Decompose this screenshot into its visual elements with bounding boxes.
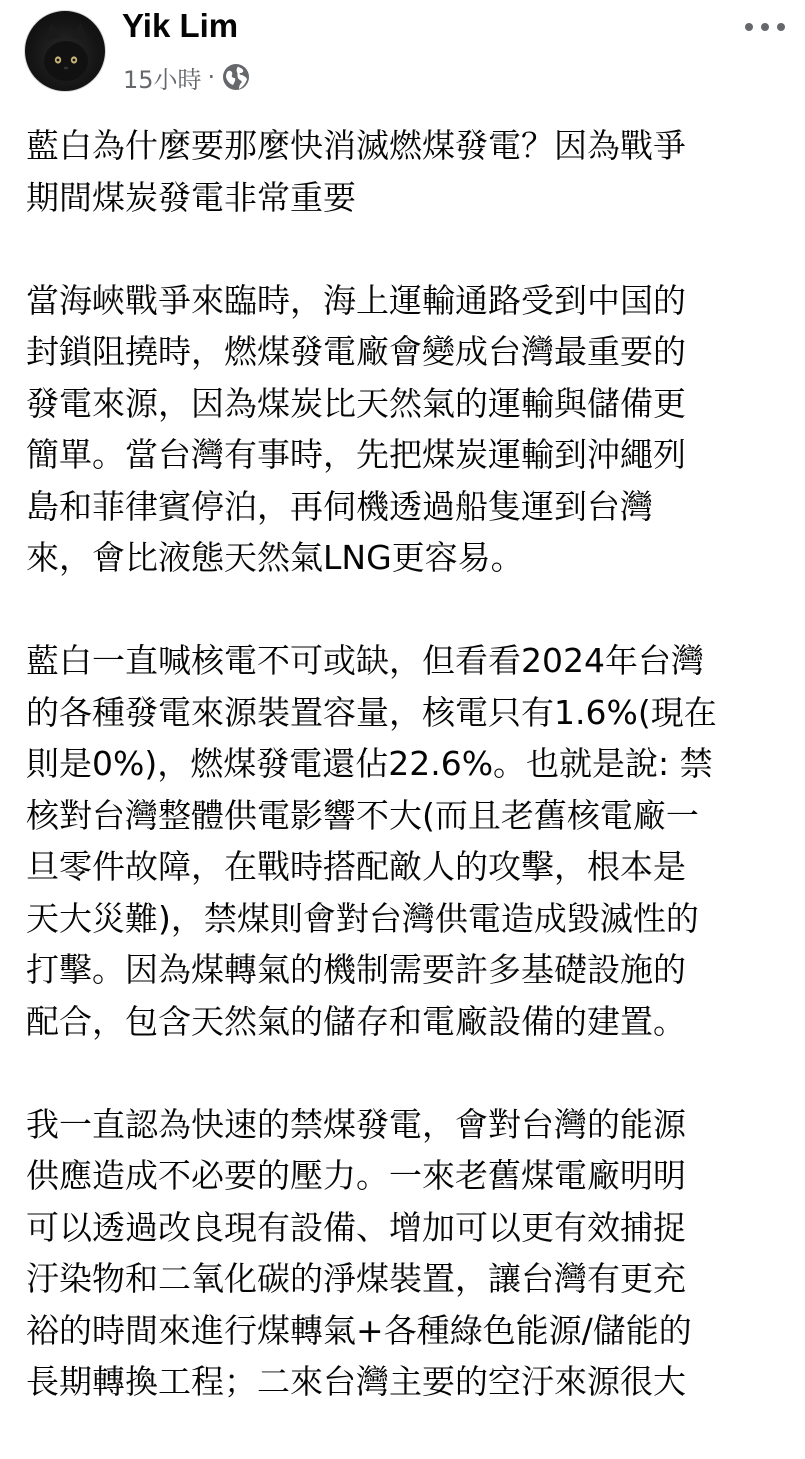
text-line: 島和菲律賓停泊，再伺機透過船隻運到台灣	[26, 486, 653, 526]
text-line: 簡單。當台灣有事時，先把煤炭運輸到沖繩列	[26, 435, 686, 474]
text-line: 當海峽戰爭來臨時，海上運輸通路受到中国的	[26, 280, 686, 320]
text-line: 期間煤炭發電非常重要	[26, 177, 356, 217]
text-line: 天大災難)，禁煤則會對台灣供電造成毀滅性的	[26, 898, 699, 938]
text-line: 封鎖阻撓時，燃煤發電廠會變成台灣最重要的	[26, 332, 686, 371]
text-line: 旦零件故障，在戰時搭配敵人的攻擊，根本是	[26, 847, 686, 886]
more-dots-icon	[740, 12, 790, 42]
text-line: 藍白一直喊核電不可或缺，但看看2024年台灣	[26, 641, 704, 680]
globe-icon[interactable]	[221, 62, 251, 92]
paragraph-4	[26, 1099, 786, 1408]
text-line: 發電來源，因為煤炭比天然氣的運輸與儲備更	[26, 383, 686, 423]
text-line: 來，會比液態天然氣LNG更容易。	[26, 538, 524, 577]
meta-separator: ·	[207, 63, 216, 91]
text-line: 配合，包含天然氣的儲存和電廠設備的建置。	[26, 1001, 686, 1041]
text-line: 則是0%)，燃煤發電還佔22.6%。也就是說: 禁	[26, 744, 713, 783]
paragraph-2	[26, 275, 786, 584]
text-line: 的各種發電來源裝置容量，核電只有1.6%(現在	[26, 692, 717, 732]
post-header	[0, 0, 805, 110]
black-cat-avatar-icon	[25, 11, 106, 92]
avatar[interactable]	[24, 10, 106, 92]
more-options-button[interactable]	[740, 12, 790, 42]
paragraph-1	[26, 120, 786, 223]
text-line: 可以透過改良現有設備、增加可以更有效捕捉	[26, 1207, 686, 1247]
text-line: 裕的時間來進行煤轉氣+各種綠色能源/儲能的	[26, 1310, 692, 1350]
text-line: 供應造成不必要的壓力。一來老舊煤電廠明明	[26, 1156, 686, 1195]
text-line: 藍白為什麼要那麼快消滅燃煤發電？因為戰爭	[26, 126, 686, 165]
post-meta	[123, 58, 251, 96]
author-name[interactable]: Yik Lim	[122, 7, 239, 44]
post-timestamp[interactable]: 15小時	[123, 65, 202, 94]
text-line: 我一直認為快速的禁煤發電，會對台灣的能源	[26, 1104, 686, 1144]
text-line: 汙染物和二氧化碳的淨煤裝置，讓台灣有更充	[26, 1259, 686, 1298]
text-line: 核對台灣整體供電影響不大(而且老舊核電廠一	[26, 795, 699, 835]
text-line: 長期轉換工程；二來台灣主要的空汙來源很大	[26, 1362, 686, 1401]
paragraph-3	[26, 635, 786, 1047]
text-line: 打擊。因為煤轉氣的機制需要許多基礎設施的	[26, 950, 686, 989]
post-text	[26, 120, 786, 1459]
